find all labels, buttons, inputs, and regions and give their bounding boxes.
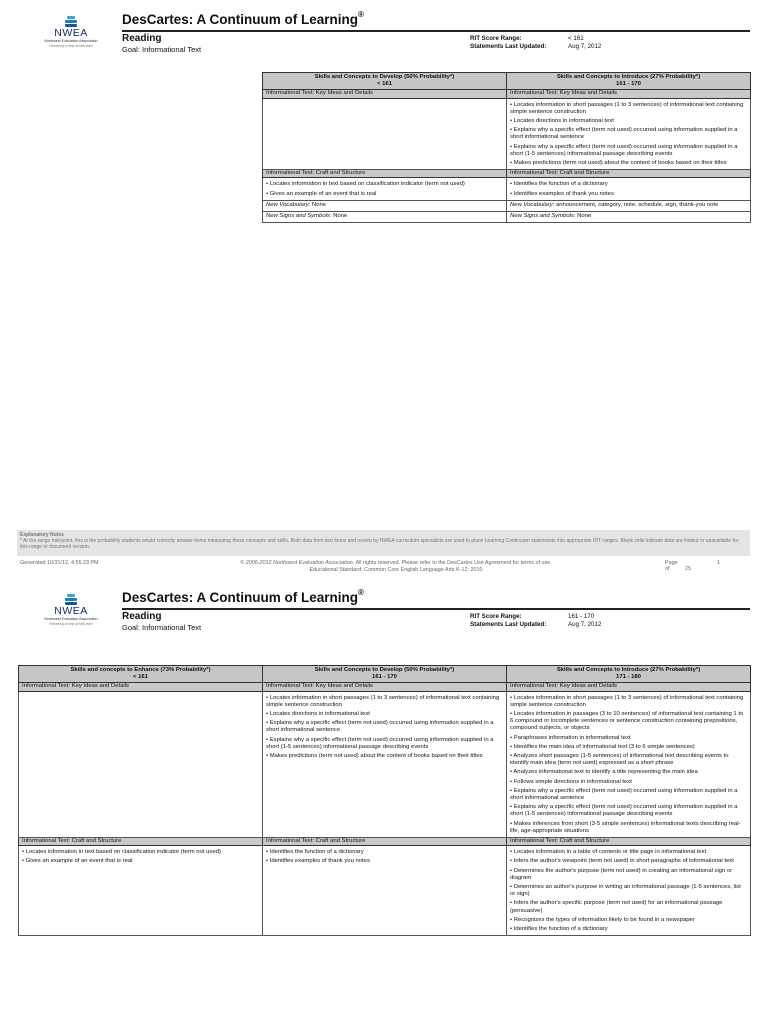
column-title: Skills and Concepts to Introduce (27% Probability*) xyxy=(556,667,701,673)
section-row xyxy=(19,683,751,691)
registered-mark: ® xyxy=(358,588,364,597)
statement-item: • Analyzes short passages (1-5 sentences) of informational text describing events to identify main idea (term not used) expressed as a short phrase xyxy=(510,753,729,767)
column-header xyxy=(19,666,263,683)
nwea-logo xyxy=(38,594,104,626)
statements-row xyxy=(263,98,751,170)
title-rule xyxy=(122,608,750,610)
signs-cell: New Signs and Symbols: None xyxy=(507,212,751,223)
statement-item: • Infers the author's viewpoint (term not used) in short paragraphs of informational text xyxy=(510,858,734,865)
statement-item: • Explains why a specific effect (term not used) occurred using information supplied in a short (1-5 sentences) informational passage describing events xyxy=(510,143,738,157)
statement-item: • Locates information in a table of contents or title page in informational text xyxy=(510,849,707,856)
statement-item: • Identifies the main idea of informational text (3 to 6 simple sentences) xyxy=(510,743,695,750)
statement-item: • Locates directions in informational text xyxy=(510,118,614,125)
rit-range-label: RIT Score Range: xyxy=(470,35,522,42)
column-range: < 161 xyxy=(133,674,148,681)
statement-item: • Determines an author's purpose in writing an informational passage (1-5 sentences, list or sign) xyxy=(510,884,741,898)
rit-range-label: RIT Score Range: xyxy=(470,613,522,620)
educational-standard: Educational Standard: Common Core English Language Arts K-12: 2010 xyxy=(309,567,483,573)
column-range: 171 - 180 xyxy=(616,674,641,681)
notes-text: * At the range mid-point, this is the probability students would correctly answer items measuring these concepts and skills. Both data from test items and review by NWEA curriculum specialists are used to place Learning Continuum statements into appropriate RIT ranges. Blank cells indicate data are limited or unavailable for this range or document version. xyxy=(20,538,739,551)
page-number: Page 1of 25 xyxy=(665,560,720,572)
notes-title: Explanatory Notes xyxy=(20,532,64,538)
statements-cell xyxy=(19,691,263,837)
column-title: Skills and Concepts to Develop (50% Probability*) xyxy=(314,667,455,673)
section-title: Informational Text: Craft and Structure xyxy=(19,838,263,846)
column-range: 161 - 170 xyxy=(372,674,397,681)
statement-item: • Explains why a specific effect (term not used) occurred using information supplied in a short (1-5 sentences) informational passage describing events xyxy=(266,736,494,750)
updated-label: Statements Last Updated: xyxy=(470,42,547,50)
section-title: Informational Text: Craft and Structure xyxy=(507,838,751,846)
section-title: Informational Text: Craft and Structure xyxy=(507,170,751,178)
section-title: Informational Text: Key Ideas and Details xyxy=(263,683,507,691)
signs-cell: New Signs and Symbols: None xyxy=(263,212,507,223)
nwea-mark-icon xyxy=(65,594,77,605)
statement-item: • Locates information in passages (3 to 10 sentences) of informational text containing 1 to 6 compound or incomplete sentences or sentence construction containing prepositions, compound subjects, or objects xyxy=(510,711,744,732)
statement-item: • Explains why a specific effect (term not used) occurred using information supplied in a short informational sentence xyxy=(510,787,738,802)
logo-org: Northwest Evaluation Association xyxy=(44,617,98,621)
column-header xyxy=(263,73,507,90)
document-title: DesCartes: A Continuum of Learning® xyxy=(122,588,364,605)
logo-tagline: Partnering to help all kids learn xyxy=(49,44,93,48)
statement-item: • Gives an example of an event that is real xyxy=(22,858,133,865)
logo-org: Northwest Evaluation Association xyxy=(44,39,98,43)
statements-cell xyxy=(263,691,507,837)
section-row xyxy=(263,170,751,178)
statements-cell xyxy=(263,98,507,170)
statement-item: • Recognizes the types of information likely to be found in a newspaper xyxy=(510,916,695,923)
logo-name: NWEA xyxy=(54,605,88,617)
column-title: Skills and concepts to Enhance (73% Probability*) xyxy=(70,667,211,673)
continuum-table xyxy=(262,72,751,223)
statement-item: • Analyzes informational text to identify a title representing the main idea xyxy=(510,769,698,776)
statements-cell xyxy=(507,691,751,837)
section-title: Informational Text: Key Ideas and Details xyxy=(507,683,751,691)
logo-name: NWEA xyxy=(54,27,88,39)
statement-item: • Identifies examples of thank you notes xyxy=(510,190,614,197)
section-title: Informational Text: Craft and Structure xyxy=(263,170,507,178)
rit-range-value: 161 - 170 xyxy=(568,613,595,620)
statement-item: • Paraphrases information in informational text xyxy=(510,734,631,741)
column-header xyxy=(263,666,507,683)
statement-item: • Determines the author's purpose (term not used) in creating an informational sign or diagram xyxy=(510,867,733,881)
statement-item: • Follows simple directions in informational text xyxy=(510,778,632,785)
report-meta xyxy=(470,35,601,50)
nwea-mark-icon xyxy=(65,16,77,27)
subject-heading: Reading xyxy=(122,33,162,44)
statements-cell xyxy=(263,178,507,200)
logo-tagline: Partnering to help all kids learn xyxy=(49,622,93,626)
statements-row xyxy=(19,691,751,837)
statement-item: • Makes inferences from short (3-5 simple sentences) informational texts describing real-life, age-appropriate situations xyxy=(510,820,741,834)
statement-item: • Explains why a specific effect (term not used) occurred using information supplied in a short informational sentence xyxy=(510,127,738,141)
registered-mark: ® xyxy=(358,10,364,19)
report-page-2 xyxy=(0,578,768,1024)
statement-item: • Makes predictions (term not used) about the content of books based on their titles xyxy=(510,160,727,167)
document-title: DesCartes: A Continuum of Learning® xyxy=(122,10,364,27)
copyright: © 2006-2012 Northwest Evaluation Association. All rights reserved. Please refer to the DesCartes Use Agreement for terms of use. Educational Standard: Common Core English Language Arts K-12: 2010 xyxy=(196,560,596,574)
column-header xyxy=(507,73,751,90)
statements-cell xyxy=(263,846,507,936)
rit-range-value: < 161 xyxy=(568,35,584,42)
statement-item: • Locates information in short passages (1 to 3 sentences) of informational text containing simple sentence construction xyxy=(510,101,744,115)
continuum-table xyxy=(18,665,751,936)
section-title: Informational Text: Key Ideas and Details xyxy=(19,683,263,691)
vocab-cell: New Vocabulary: announcement, category, note, schedule, sign, thank-you note xyxy=(507,200,751,211)
nwea-logo xyxy=(38,16,104,48)
statement-item: • Identifies the function of a dictionary xyxy=(510,926,608,933)
column-title: Skills and Concepts to Develop (50% Probability*) xyxy=(314,74,455,80)
column-title: Skills and Concepts to Introduce (27% Probability*) xyxy=(556,74,701,80)
statement-item: • Identifies examples of thank you notes xyxy=(266,858,370,865)
statements-cell xyxy=(507,178,751,200)
column-range: 161 - 170 xyxy=(616,81,641,88)
section-title: Informational Text: Key Ideas and Details xyxy=(263,90,507,98)
section-row xyxy=(263,90,751,98)
subject-heading: Reading xyxy=(122,611,162,622)
updated-value: Aug 7, 2012 xyxy=(568,42,602,50)
statements-cell xyxy=(507,98,751,170)
section-row xyxy=(19,838,751,846)
statement-item: • Explains why a specific effect (term not used) occurred using information supplied in a short (1-5 sentences) informational passage describing events xyxy=(510,804,738,818)
statements-cell xyxy=(507,846,751,936)
statement-item: • Locates information in short passages (1 to 3 sentences) of informational text containing simple sentence construction xyxy=(266,694,500,708)
statements-cell xyxy=(19,846,263,936)
statement-item: • Locates information in short passages (1 to 3 sentences) of informational text containing simple sentence construction xyxy=(510,694,744,708)
updated-value: Aug 7, 2012 xyxy=(568,620,602,628)
section-title: Informational Text: Craft and Structure xyxy=(263,838,507,846)
goal-label: Goal: Informational Text xyxy=(122,45,202,54)
statement-item: • Explains why a specific effect (term not used) occurred using information supplied in a short informational sentence xyxy=(266,720,494,734)
title-rule xyxy=(122,30,750,32)
explanatory-notes xyxy=(17,530,750,556)
statements-row xyxy=(19,846,751,936)
vocab-cell: New Vocabulary: None xyxy=(263,200,507,211)
statement-item: • Gives an example of an event that is real xyxy=(266,190,377,197)
column-header xyxy=(507,666,751,683)
column-range: < 161 xyxy=(377,81,392,88)
statement-item: • Identifies the function of a dictionary xyxy=(510,181,608,188)
updated-label: Statements Last Updated: xyxy=(470,620,547,628)
report-meta xyxy=(470,613,601,628)
statement-item: • Makes predictions (term not used) about the content of books based on their titles xyxy=(266,753,483,760)
statements-row xyxy=(263,178,751,200)
goal-label: Goal: Informational Text xyxy=(122,623,202,632)
statement-item: • Locates directions in informational text xyxy=(266,711,370,718)
section-title: Informational Text: Key Ideas and Details xyxy=(507,90,751,98)
statement-item: • Locates information in text based on classification indicator (term not used) xyxy=(266,181,465,188)
statement-item: • Infers the author's specific purpose (term not used) for an informational passage (persuasive) xyxy=(510,900,723,914)
statement-item: • Locates information in text based on classification indicator (term not used) xyxy=(22,849,221,856)
generated-timestamp: Generated 10/31/12, 4:55:23 PM xyxy=(20,560,99,566)
statement-item: • Identifies the function of a dictionary xyxy=(266,849,364,856)
